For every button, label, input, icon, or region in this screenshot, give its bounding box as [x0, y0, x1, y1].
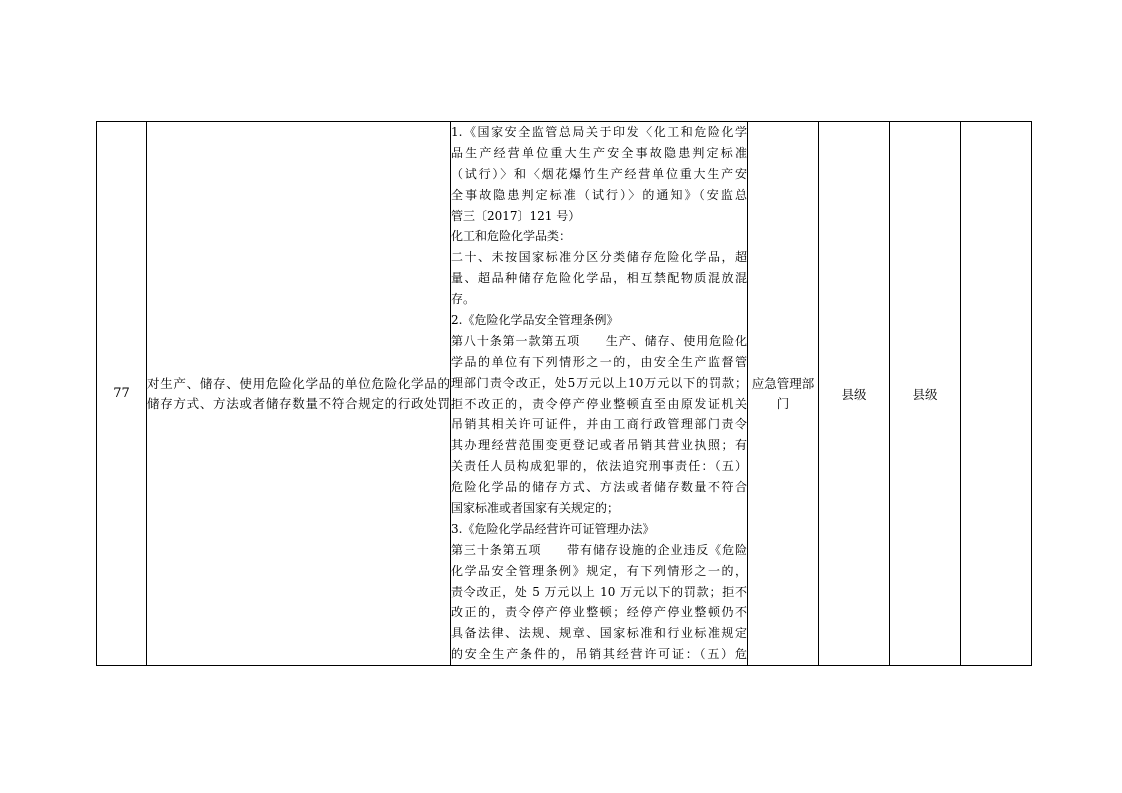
basis-line: 理部门责令改正，处5万元以上10万元以下的罚款；	[451, 375, 747, 390]
basis-line: 学品的单位有下列情形之一的，由安全生产监督管	[451, 354, 747, 369]
basis-line: 3.《危险化学品经营许可证管理办法》	[451, 521, 655, 536]
department-line: 门	[776, 395, 790, 411]
basis-line: 具备法律、法规、规章、国家标准和行业标准规定	[451, 626, 747, 641]
basis-line: 管三〔2017〕121 号）	[451, 208, 581, 223]
basis-line: 危险化学品的储存方式、方法或者储存数量不符合	[451, 480, 747, 495]
basis-line: 第八十条第一款第五项 生产、储存、使用危险化	[451, 333, 747, 348]
level-cell	[819, 122, 890, 666]
table-row	[97, 122, 1032, 666]
item-name-line: 储存方式、方法或者储存数量不符合规定的行政处罚	[147, 395, 450, 411]
basis-line: 品生产经营单位重大生产安全事故隐患判定标准	[451, 145, 747, 160]
level-b: 县级	[912, 386, 938, 402]
basis-line: 全事故隐患判定标准（试行）〉的通知》（安监总	[451, 187, 747, 202]
basis-line: 的安全生产条件的，吊销其经营许可证：（五）危	[451, 647, 747, 662]
basis-line: 拒不改正的，责令停产停业整顿直至由原发证机关	[451, 396, 747, 411]
basis-line: （试行）〉和〈烟花爆竹生产经营单位重大生产安	[451, 166, 747, 181]
basis-line: 2.《危险化学品安全管理条例》	[451, 313, 619, 328]
department-cell	[748, 122, 819, 666]
level-cell	[890, 122, 961, 666]
basis-line: 其办理经营范围变更登记或者吊销其营业执照；有	[451, 438, 747, 453]
basis-line: 改正的，责令停产停业整顿；经停产停业整顿仍不	[451, 605, 747, 620]
basis-line: 化工和危险化学品类：	[451, 229, 572, 244]
basis-line: 化学品安全管理条例》规定，有下列情形之一的，	[451, 563, 747, 578]
basis-line: 量、超品种储存危险化学品，相互禁配物质混放混	[451, 271, 747, 286]
basis-line: 存。	[451, 292, 476, 307]
basis-line: 国家标准或者国家有关规定的；	[451, 501, 620, 516]
legal-basis-cell	[451, 122, 748, 666]
basis-line: 责令改正，处 5 万元以上 10 万元以下的罚款；拒不	[451, 584, 747, 599]
item-number-cell	[97, 122, 147, 666]
item-name-line: 对生产、储存、使用危险化学品的单位危险化学品的	[147, 375, 450, 391]
basis-line: 关责任人员构成犯罪的，依法追究刑事责任：（五）	[451, 459, 747, 474]
item-number: 77	[113, 386, 130, 402]
department-line: 应急管理部	[751, 375, 815, 391]
basis-line: 二十、未按国家标准分区分类储存危险化学品，超	[451, 250, 747, 265]
basis-line: 1.《国家安全监管总局关于印发〈化工和危险化学	[451, 125, 747, 139]
remark-cell	[961, 122, 1032, 666]
basis-line: 第三十条第五项 带有储存设施的企业违反《危险	[451, 542, 747, 557]
level-a: 县级	[841, 386, 867, 402]
basis-line: 吊销其相关许可证件，并由工商行政管理部门责令	[451, 417, 747, 432]
regulation-table	[96, 121, 1032, 666]
item-name-cell	[147, 122, 451, 666]
